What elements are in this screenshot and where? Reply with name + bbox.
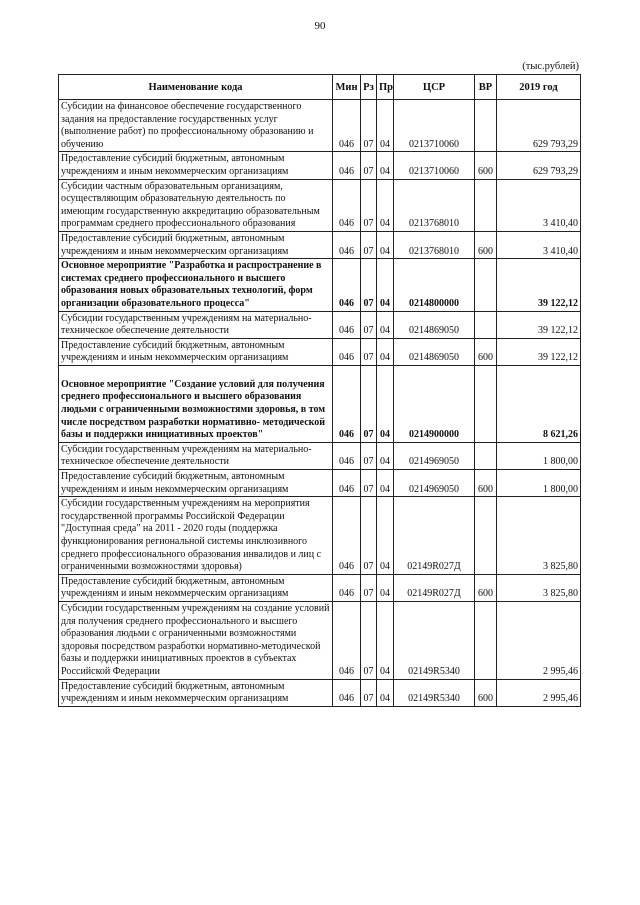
row-pr: 04 [377, 338, 394, 365]
row-csr: 02149R027Д [394, 574, 475, 601]
row-vr: 600 [475, 231, 497, 258]
table-row [59, 442, 581, 469]
row-value: 629 793,29 [497, 100, 581, 152]
row-name: Субсидии государственным учреждениям на материально-техническое обеспечение деятельности [59, 442, 333, 469]
row-min: 046 [333, 442, 361, 469]
row-name: Предоставление субсидий бюджетным, автономным учреждениям и иным некоммерческим организациям [59, 231, 333, 258]
row-csr: 0213768010 [394, 231, 475, 258]
row-value: 3 825,80 [497, 574, 581, 601]
table-row [59, 574, 581, 601]
row-value: 39 122,12 [497, 311, 581, 338]
row-name: Субсидии на финансовое обеспечение государственного задания на предоставление государственных услуг (выполнение работ) по профессиональному образованию и обучению [59, 100, 333, 152]
page-number: 90 [314, 20, 326, 32]
table-row [59, 231, 581, 258]
row-rz: 07 [361, 365, 377, 442]
row-name: Предоставление субсидий бюджетным, автономным учреждениям и иным некоммерческим организациям [59, 338, 333, 365]
row-name: Предоставление субсидий бюджетным, автономным учреждениям и иным некоммерческим организациям [59, 152, 333, 179]
header-pr: Пр [377, 75, 394, 100]
row-csr: 0213710060 [394, 152, 475, 179]
row-csr: 0214869050 [394, 338, 475, 365]
row-value: 8 621,26 [497, 365, 581, 442]
row-min: 046 [333, 259, 361, 311]
row-min: 046 [333, 470, 361, 497]
row-pr: 04 [377, 601, 394, 679]
row-min: 046 [333, 338, 361, 365]
row-rz: 07 [361, 311, 377, 338]
row-vr [475, 601, 497, 679]
row-pr: 04 [377, 179, 394, 231]
row-min: 046 [333, 152, 361, 179]
row-csr: 02149R5340 [394, 679, 475, 706]
row-vr [475, 442, 497, 469]
table-row [59, 679, 581, 706]
row-min: 046 [333, 311, 361, 338]
row-csr: 0214969050 [394, 442, 475, 469]
row-rz: 07 [361, 574, 377, 601]
row-pr: 04 [377, 365, 394, 442]
row-rz: 07 [361, 338, 377, 365]
row-value: 1 800,00 [497, 442, 581, 469]
row-value: 39 122,12 [497, 259, 581, 311]
row-vr: 600 [475, 679, 497, 706]
header-rz: Рз [361, 75, 377, 100]
table-row [59, 470, 581, 497]
row-vr [475, 365, 497, 442]
row-csr: 02149R5340 [394, 601, 475, 679]
row-vr [475, 497, 497, 575]
row-rz: 07 [361, 442, 377, 469]
row-value: 2 995,46 [497, 679, 581, 706]
row-value: 3 410,40 [497, 179, 581, 231]
row-vr [475, 100, 497, 152]
row-rz: 07 [361, 152, 377, 179]
row-value: 2 995,46 [497, 601, 581, 679]
row-min: 046 [333, 100, 361, 152]
row-vr: 600 [475, 338, 497, 365]
row-csr: 0214969050 [394, 470, 475, 497]
row-vr [475, 179, 497, 231]
row-min: 046 [333, 679, 361, 706]
table-row [59, 311, 581, 338]
row-rz: 07 [361, 179, 377, 231]
row-name: Субсидии государственным учреждениям на материально-техническое обеспечение деятельности [59, 311, 333, 338]
row-rz: 07 [361, 231, 377, 258]
row-vr [475, 259, 497, 311]
row-pr: 04 [377, 679, 394, 706]
row-value: 39 122,12 [497, 338, 581, 365]
table-row-main-activity [59, 365, 581, 442]
header-min: Мин [333, 75, 361, 100]
row-pr: 04 [377, 100, 394, 152]
row-name: Основное мероприятие "Разработка и распространение в системах среднего профессионального и высшего образования новых образовательных технологий, форм организации образовательного процесса" [59, 259, 333, 311]
row-value: 3 410,40 [497, 231, 581, 258]
table-row [59, 497, 581, 575]
row-pr: 04 [377, 574, 394, 601]
row-pr: 04 [377, 259, 394, 311]
row-vr: 600 [475, 574, 497, 601]
row-pr: 04 [377, 497, 394, 575]
row-pr: 04 [377, 311, 394, 338]
table-row [59, 152, 581, 179]
row-min: 046 [333, 574, 361, 601]
row-csr: 0213768010 [394, 179, 475, 231]
row-csr: 02149R027Д [394, 497, 475, 575]
row-csr: 0214869050 [394, 311, 475, 338]
row-vr: 600 [475, 152, 497, 179]
row-pr: 04 [377, 152, 394, 179]
row-min: 046 [333, 179, 361, 231]
row-pr: 04 [377, 442, 394, 469]
table-row [59, 601, 581, 679]
row-min: 046 [333, 365, 361, 442]
row-pr: 04 [377, 470, 394, 497]
row-pr: 04 [377, 231, 394, 258]
table-row [59, 179, 581, 231]
row-min: 046 [333, 601, 361, 679]
row-min: 046 [333, 231, 361, 258]
table-row [59, 100, 581, 152]
row-name: Предоставление субсидий бюджетным, автономным учреждениям и иным некоммерческим организациям [59, 470, 333, 497]
units-label: (тыс.рублей) [522, 61, 579, 72]
row-vr [475, 311, 497, 338]
row-rz: 07 [361, 679, 377, 706]
row-rz: 07 [361, 601, 377, 679]
header-csr: ЦСР [394, 75, 475, 100]
row-name: Субсидии государственным учреждениям на мероприятия государственной программы Российской Федерации "Доступная среда" на 2011 - 2020 годы (поддержка функционирования региональной системы инклюзивного среднего профессионального образования инвалидов и лиц с ограниченными возможностями здоровья) [59, 497, 333, 575]
table-row [59, 338, 581, 365]
row-csr: 0214900000 [394, 365, 475, 442]
row-rz: 07 [361, 259, 377, 311]
row-csr: 0214800000 [394, 259, 475, 311]
budget-table [58, 74, 581, 707]
table-row-main-activity [59, 259, 581, 311]
row-value: 629 793,29 [497, 152, 581, 179]
row-vr: 600 [475, 470, 497, 497]
row-name: Субсидии частным образовательным организациям, осуществляющим образовательную деятельность по имеющим государственную аккредитацию образовательным программам среднего профессионального образования [59, 179, 333, 231]
row-rz: 07 [361, 497, 377, 575]
row-csr: 0213710060 [394, 100, 475, 152]
table-header-row [59, 75, 581, 100]
row-rz: 07 [361, 470, 377, 497]
header-vr: ВР [475, 75, 497, 100]
row-value: 1 800,00 [497, 470, 581, 497]
row-name: Основное мероприятие "Создание условий для получения среднего профессионального и высшего образования людьми с ограниченными возможностями здоровья, в том числе посредством разработки нормативно- методической базы и поддержки инициативных проектов" [59, 365, 333, 442]
row-rz: 07 [361, 100, 377, 152]
header-year: 2019 год [497, 75, 581, 100]
row-value: 3 825,80 [497, 497, 581, 575]
row-min: 046 [333, 497, 361, 575]
row-name: Субсидии государственным учреждениям на создание условий для получения среднего профессионального и высшего образования людьми с ограниченными возможностями здоровья посредством разработки нормативно-методической базы и поддержки инициативных проектов в субъектах Российской Федерации [59, 601, 333, 679]
row-name: Предоставление субсидий бюджетным, автономным учреждениям и иным некоммерческим организациям [59, 679, 333, 706]
row-name: Предоставление субсидий бюджетным, автономным учреждениям и иным некоммерческим организациям [59, 574, 333, 601]
header-name: Наименование кода [59, 75, 333, 100]
